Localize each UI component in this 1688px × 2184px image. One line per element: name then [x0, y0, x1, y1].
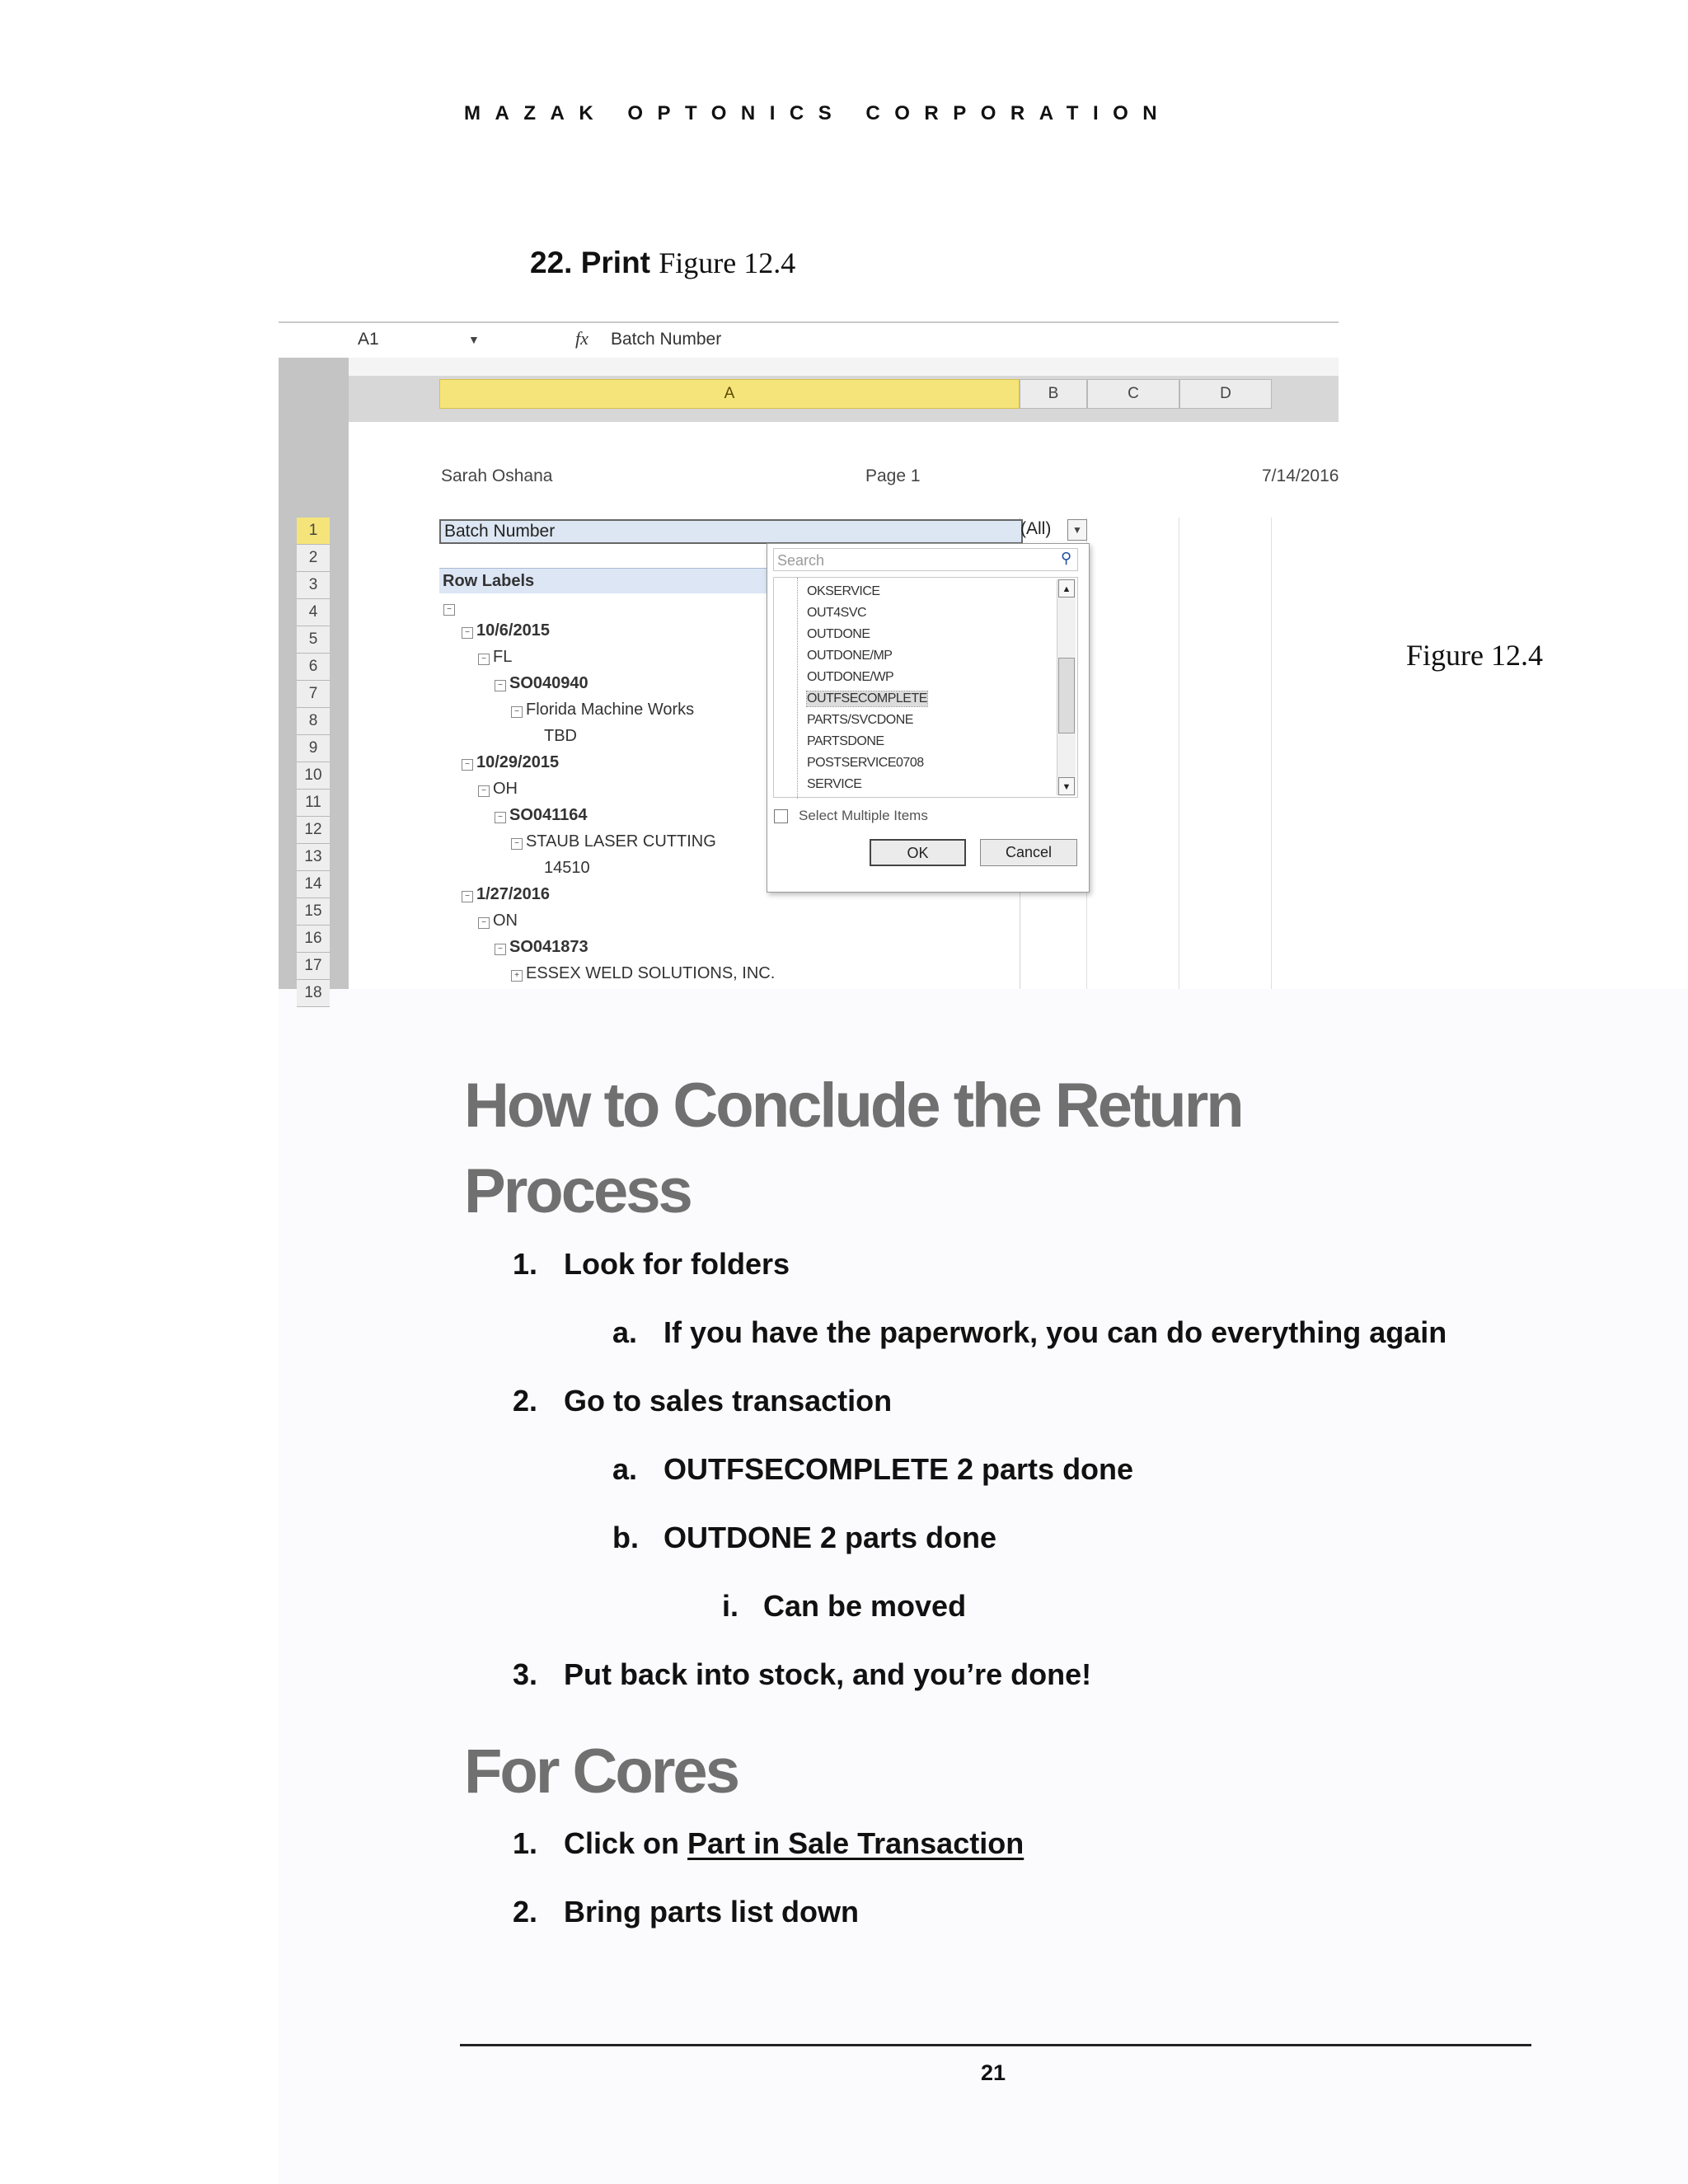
tree-item[interactable]: − FL [478, 648, 512, 667]
tree-item[interactable]: + ESSEX WELD SOLUTIONS, INC. [511, 964, 775, 983]
row-number[interactable]: 4 [297, 599, 330, 626]
row-number[interactable]: 16 [297, 926, 330, 953]
row-number[interactable]: 3 [297, 572, 330, 599]
list-item: a. OUTFSECOMPLETE 2 parts done [612, 1452, 1134, 1486]
page-header-left: Sarah Oshana [441, 466, 553, 485]
tree-item[interactable]: − 10/29/2015 [462, 753, 559, 772]
name-box[interactable]: A1 [358, 330, 379, 349]
tree-connector-line [797, 578, 798, 799]
dropdown-option[interactable]: OUT4SVC [807, 606, 867, 620]
row-number[interactable]: 11 [297, 790, 330, 817]
tree-item[interactable]: − 10/6/2015 [462, 621, 550, 640]
collapse-icon[interactable]: − [478, 654, 490, 665]
company-header: MAZAK OPTONICS CORPORATION [464, 102, 1172, 124]
list-item: 1. Look for folders [513, 1247, 790, 1281]
list-item: 3. Put back into stock, and you’re done! [513, 1657, 1092, 1691]
collapse-icon[interactable]: − [511, 706, 523, 718]
excel-screenshot [279, 321, 1339, 1001]
dropdown-option[interactable]: OUTDONE [807, 627, 870, 641]
row-number[interactable]: 9 [297, 735, 330, 762]
dropdown-option[interactable]: PARTSDONE [807, 734, 884, 748]
tree-item[interactable]: − SO041164 [495, 806, 588, 825]
dropdown-scrollbar[interactable] [1057, 579, 1076, 795]
select-multiple-checkbox[interactable] [774, 809, 788, 823]
column-header-d[interactable]: D [1179, 379, 1272, 409]
dropdown-option[interactable]: PARTS/SVCDONE [807, 713, 913, 727]
collapse-icon[interactable]: − [495, 680, 506, 691]
dropdown-option[interactable]: OUTDONE/MP [807, 649, 893, 663]
dropdown-search-input[interactable]: Search [773, 548, 1078, 571]
step-label: 22. Print [530, 246, 650, 279]
filter-field-cell[interactable]: Batch Number [439, 519, 1023, 544]
collapse-icon[interactable]: + [511, 970, 523, 982]
row-number[interactable]: 2 [297, 545, 330, 572]
list-item: 2. Go to sales transaction [513, 1384, 893, 1418]
collapse-icon[interactable]: − [495, 812, 506, 823]
section-heading-return: How to Conclude the Return [464, 1071, 1242, 1141]
filter-value-cell[interactable]: (All) [1020, 519, 1052, 538]
search-icon[interactable]: ⚲ [1061, 550, 1072, 566]
column-header-c[interactable]: C [1087, 379, 1179, 409]
row-number[interactable]: 14 [297, 871, 330, 898]
collapse-icon[interactable]: − [462, 891, 473, 902]
dropdown-option-selected[interactable]: OUTFSECOMPLETE [807, 691, 927, 705]
row-number[interactable]: 8 [297, 708, 330, 735]
tree-item[interactable]: − 1/27/2016 [462, 885, 550, 904]
figure-caption: Figure 12.4 [1406, 639, 1543, 672]
step-figure-ref: Figure 12.4 [659, 246, 796, 279]
list-item: i. Can be moved [722, 1589, 967, 1623]
collapse-icon[interactable]: − [462, 627, 473, 639]
list-item: a. If you have the paperwork, you can do everything again [612, 1315, 1447, 1349]
dropdown-option[interactable]: SERVICE [807, 777, 862, 791]
dropdown-option[interactable]: POSTSERVICE0708 [807, 756, 924, 770]
row-number[interactable]: 17 [297, 953, 330, 980]
column-header-a[interactable]: A [439, 379, 1020, 409]
name-box-dropdown-icon[interactable]: ▼ [468, 333, 480, 346]
section-heading-return-line2: Process [464, 1156, 691, 1226]
tree-item[interactable]: − SO041873 [495, 938, 588, 957]
row-numbers [297, 518, 330, 1007]
tree-item[interactable]: − STAUB LASER CUTTING [511, 832, 716, 851]
list-item: b. OUTDONE 2 parts done [612, 1521, 997, 1554]
collapse-icon[interactable]: − [462, 759, 473, 771]
ok-button[interactable]: OK [870, 839, 966, 866]
formula-input[interactable]: Batch Number [611, 330, 722, 349]
row-number[interactable]: 10 [297, 762, 330, 790]
formula-bar [279, 321, 1339, 359]
row-number[interactable]: 7 [297, 681, 330, 708]
filter-dropdown-panel [767, 543, 1090, 893]
row-number[interactable]: 5 [297, 626, 330, 654]
grid-line [1271, 518, 1272, 989]
footer-divider [460, 2044, 1531, 2046]
collapse-icon[interactable]: − [478, 785, 490, 797]
collapse-icon[interactable]: − [511, 838, 523, 850]
collapse-icon[interactable]: − [495, 944, 506, 955]
row-number[interactable]: 18 [297, 980, 330, 1007]
scroll-down-icon[interactable]: ▼ [1058, 777, 1075, 795]
page-header-right: 7/14/2016 [1262, 466, 1339, 485]
select-multiple-label[interactable]: Select Multiple Items [799, 808, 928, 823]
tree-item[interactable]: − Florida Machine Works [511, 701, 694, 719]
list-item: 2. Bring parts list down [513, 1895, 860, 1929]
tree-collapse-icon[interactable]: − [443, 598, 458, 617]
list-item: 1. Click on Part in Sale Transaction [513, 1826, 1025, 1860]
cancel-button[interactable]: Cancel [980, 839, 1077, 866]
collapse-icon[interactable]: − [478, 917, 490, 929]
section-heading-cores: For Cores [464, 1736, 738, 1807]
row-number[interactable]: 13 [297, 844, 330, 871]
tree-item[interactable]: − SO040940 [495, 674, 588, 693]
tree-item[interactable]: TBD [544, 727, 577, 745]
row-number[interactable]: 1 [297, 518, 330, 545]
part-in-sale-transaction-link[interactable]: Part in Sale Transaction [687, 1826, 1025, 1860]
dropdown-option-list [773, 577, 1078, 798]
scroll-up-icon[interactable]: ▲ [1058, 579, 1075, 598]
column-header-b[interactable]: B [1020, 379, 1087, 409]
dropdown-option[interactable]: OUTDONE/WP [807, 670, 894, 684]
tree-item[interactable]: − OH [478, 780, 518, 799]
row-labels-header[interactable]: Row Labels [439, 568, 768, 593]
tree-item[interactable]: 14510 [544, 859, 590, 877]
page-number: 21 [981, 2060, 1006, 2085]
page-header-center: Page 1 [865, 466, 921, 485]
fx-icon[interactable]: fx [575, 328, 588, 349]
page-ruler [349, 358, 1339, 377]
row-number[interactable]: 6 [297, 654, 330, 681]
filter-dropdown-icon[interactable]: ▼ [1067, 519, 1087, 541]
dropdown-option[interactable]: OKSERVICE [807, 584, 880, 598]
row-number[interactable]: 12 [297, 817, 330, 844]
tree-item[interactable]: − ON [478, 912, 518, 930]
row-number[interactable]: 15 [297, 898, 330, 926]
step-title [530, 246, 795, 280]
scrollbar-thumb[interactable] [1058, 658, 1075, 733]
